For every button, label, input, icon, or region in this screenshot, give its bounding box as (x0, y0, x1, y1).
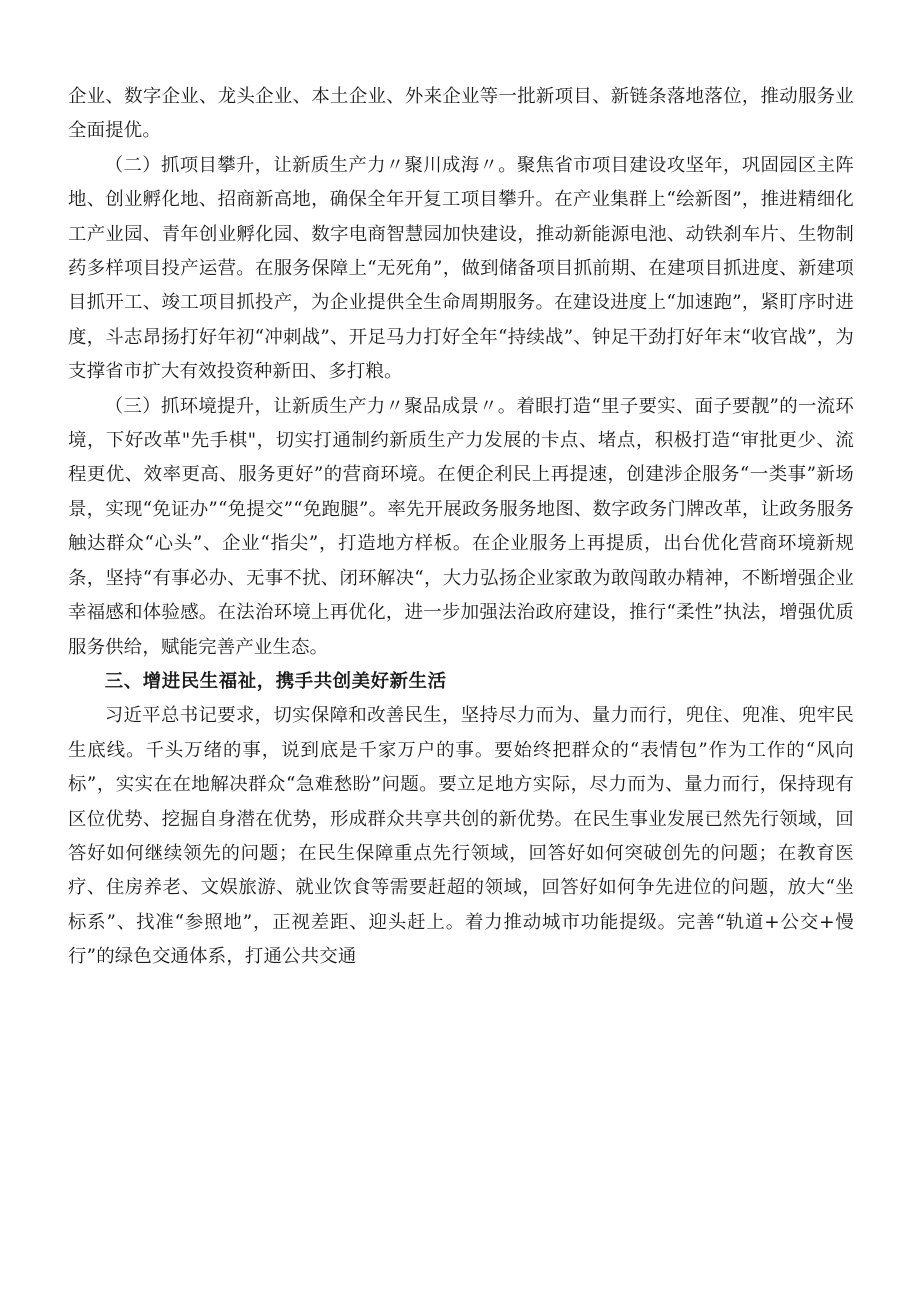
document-page (68, 80, 854, 975)
section-heading: 三、增进民生福祉，携手共创美好新生活 (104, 670, 447, 692)
body-paragraph-livelihood: 习近平总书记要求，切实保障和改善民生，坚持尽力而为、量力而行，兜住、兜准、兜牢民生底线。千头万绪的事，说到底是千家万户的事。要始终把群众的“表情包”作为工作的“风向标”，实实在在地解决群众“急难愁盼”问题。要立足地方实际，尽力而为、量力而行，保持现有区位优势、挖掘自身潜在优势，形成群众共享共创的新优势。在民生事业发展已然先行领域，回答好如何继续领先的问题；在民生保障重点先行领域，回答好如何突破创先的问题；在教育医疗、住房养老、文娱旅游、就业饮食等需要赶超的领域，回答好如何争先进位的问题，放大“坐标系”、找准“参照地”，正视差距、迎头赶上。着力推动城市功能提级。完善“轨道+公交+慢行”的绿色交通体系，打通公共交通 (68, 705, 854, 968)
body-paragraph-project-upgrade: （二）抓项目攀升，让新质生产力〃聚川成海〃。聚焦省市项目建设攻坚年，巩固园区主阵地、创业孵化地、招商新高地，确保全年开复工项目攀升。在产业集群上“绘新图”，推进精细化工产业园、青年创业孵化园、数字电商智慧园加快建设，推动新能源电池、动铁刹车片、生物制药多样项目投产运营。在服务保障上“无死角”，做到储备项目抓前期、在建项目抓进度、新建项目抓开工、竣工项目抓投产，为企业提供全生命周期服务。在建设进度上“加速跑”，紧盯序时进度，斗志昂扬打好年初“冲刺战”、开足马力打好全年“持续战”、钟足干劲打好年末“收官战”，为支撑省市扩大有效投资种新田、多打粮。 (68, 154, 854, 383)
body-paragraph-continuation: 企业、数字企业、龙头企业、本土企业、外来企业等一批新项目、新链条落地落位，推动服务业全面提优。 (68, 86, 854, 142)
body-paragraph-environment-upgrade: （三）抓环境提升，让新质生产力〃聚品成景〃。着眼打造“里子要实、面子要靓”的一流环境，下好改革"先手棋"，切实打通制约新质生产力发展的卡点、堵点，积极打造“审批更少、流程更优、效率更高、服务更好”的营商环境。在便企利民上再提速，创建涉企服务“一类事”新场景，实现“免证办”“免提交”“免跑腿”。率先开展政务服务地图、数字政务门牌改革，让政务服务触达群众“心头”、企业“指尖”，打造地方样板。在企业服务上再提质，出台优化营商环境新规条，坚持“有事必办、无事不扰、闭环解决“，大力弘扬企业家敢为敢闯敢办精神，不断增强企业幸福感和体验感。在法治环境上再优化，进一步加强法治政府建设，推行“柔性”执法，增强优质服务供给，赋能完善产业生态。 (68, 395, 854, 658)
